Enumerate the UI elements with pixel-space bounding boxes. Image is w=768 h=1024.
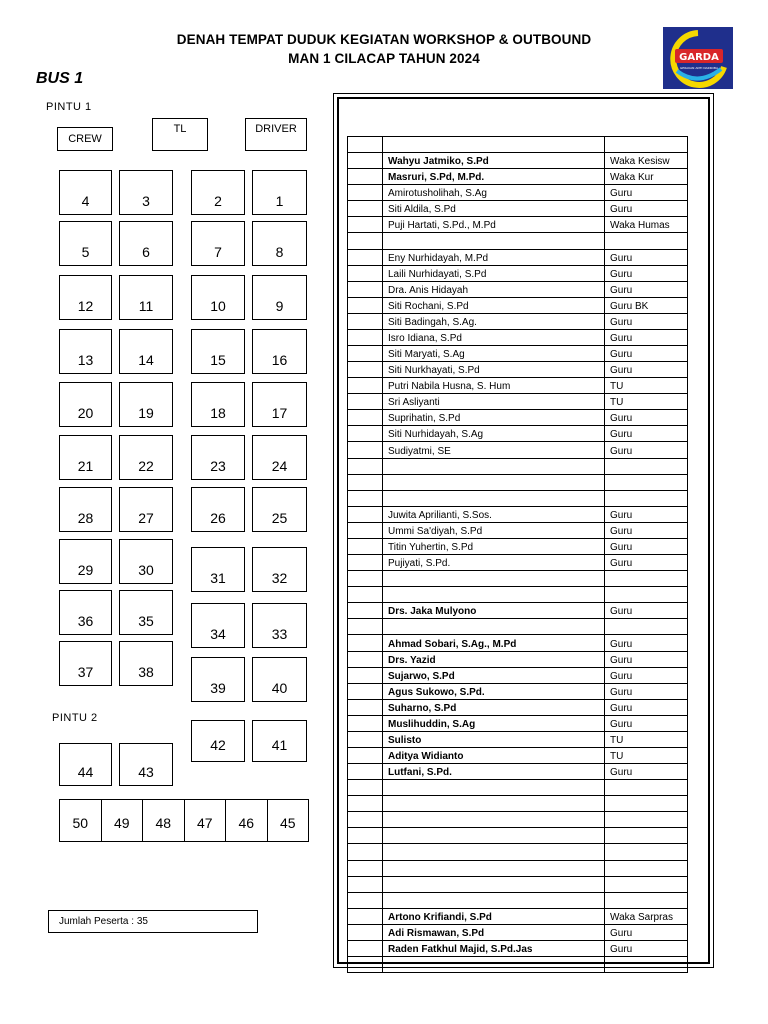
seat-number-cell	[348, 667, 383, 683]
seat-number-cell	[348, 828, 383, 844]
seat-38: 38	[119, 641, 173, 686]
participant-role: Guru	[605, 442, 688, 458]
seat-number-cell	[348, 571, 383, 587]
seat-21: 21	[59, 435, 112, 480]
table-row	[348, 731, 688, 747]
seat-number-cell	[348, 699, 383, 715]
seat-29: 29	[59, 539, 112, 584]
participant-name: Sudiyatmi, SE	[383, 442, 605, 458]
participant-name: Suharno, S.Pd	[383, 699, 605, 715]
table-row	[348, 908, 688, 924]
driver-label: DRIVER	[255, 123, 297, 135]
table-row	[348, 667, 688, 683]
table-row	[348, 555, 688, 571]
participant-name: Drs. Jaka Mulyono	[383, 603, 605, 619]
participant-role	[605, 587, 688, 603]
seat-number-cell	[348, 603, 383, 619]
participant-count: Jumlah Peserta : 35	[48, 910, 258, 933]
seat-41: 41	[252, 720, 307, 762]
table-row	[348, 940, 688, 956]
document-title-line1: DENAH TEMPAT DUDUK KEGIATAN WORKSHOP & OUTBOUND	[176, 32, 592, 47]
table-row	[348, 426, 688, 442]
participant-name: Masruri, S.Pd, M.Pd.	[383, 169, 605, 185]
seat-16: 16	[252, 329, 307, 374]
seat-number-cell	[348, 169, 383, 185]
participant-name	[383, 619, 605, 635]
seat-5: 5	[59, 221, 112, 266]
seat-7: 7	[191, 221, 245, 266]
participant-role: Guru	[605, 699, 688, 715]
seat-number-cell	[348, 715, 383, 731]
participant-name	[383, 860, 605, 876]
participant-name: Muslihuddin, S.Ag	[383, 715, 605, 731]
table-row	[348, 378, 688, 394]
table-row	[348, 587, 688, 603]
table-row	[348, 522, 688, 538]
seat-number-cell	[348, 860, 383, 876]
participant-name: Siti Rochani, S.Pd	[383, 297, 605, 313]
table-row	[348, 458, 688, 474]
participant-name	[383, 571, 605, 587]
table-row	[348, 619, 688, 635]
table-row	[348, 490, 688, 506]
crew-label: CREW	[68, 133, 102, 145]
participant-name	[383, 892, 605, 908]
participant-role: Guru	[605, 635, 688, 651]
table-row	[348, 828, 688, 844]
participant-role	[605, 860, 688, 876]
seat-35: 35	[119, 590, 173, 635]
seat-45: 45	[268, 799, 310, 842]
seat-8: 8	[252, 221, 307, 266]
seat-number-cell	[348, 394, 383, 410]
seat-number-cell	[348, 233, 383, 249]
door-2-label: PINTU 2	[52, 712, 98, 724]
seat-number-cell	[348, 265, 383, 281]
participant-role: Guru	[605, 426, 688, 442]
seat-44: 44	[59, 743, 112, 786]
door-1-label: PINTU 1	[46, 101, 92, 113]
participant-name	[383, 137, 605, 153]
seat-number-cell	[348, 876, 383, 892]
participant-role	[605, 619, 688, 635]
participant-name: Titin Yuhertin, S.Pd	[383, 538, 605, 554]
participant-name: Sulisto	[383, 731, 605, 747]
participant-name: Amirotusholihah, S.Ag	[383, 185, 605, 201]
participant-role: TU	[605, 731, 688, 747]
seat-46: 46	[226, 799, 268, 842]
seat-17: 17	[252, 382, 307, 427]
seat-number-cell	[348, 201, 383, 217]
seat-number-cell	[348, 812, 383, 828]
participant-role: Guru	[605, 555, 688, 571]
logo-text: GARDA	[679, 52, 719, 63]
bus-label: BUS 1	[36, 70, 84, 87]
participant-name: Siti Aldila, S.Pd	[383, 201, 605, 217]
table-row	[348, 217, 688, 233]
table-row	[348, 764, 688, 780]
seat-23: 23	[191, 435, 245, 480]
seat-33: 33	[252, 603, 307, 648]
participant-name: Dra. Anis Hidayah	[383, 281, 605, 297]
participant-name: Siti Nurhidayah, S.Ag	[383, 426, 605, 442]
seat-19: 19	[119, 382, 173, 427]
seat-3: 3	[119, 170, 173, 215]
participant-name	[383, 233, 605, 249]
participant-name: Wahyu Jatmiko, S.Pd	[383, 153, 605, 169]
seat-number-cell	[348, 313, 383, 329]
participant-name	[383, 812, 605, 828]
seat-43: 43	[119, 743, 173, 786]
table-row	[348, 281, 688, 297]
participant-name: Siti Nurkhayati, S.Pd	[383, 362, 605, 378]
back-row-seats	[59, 799, 309, 842]
seat-1: 1	[252, 170, 307, 215]
participant-role	[605, 844, 688, 860]
tl-label: TL	[173, 123, 187, 135]
seat-number-cell	[348, 249, 383, 265]
table-row	[348, 313, 688, 329]
participant-role: Guru BK	[605, 297, 688, 313]
participant-name	[383, 780, 605, 796]
participant-table	[347, 136, 688, 973]
table-row	[348, 651, 688, 667]
seat-28: 28	[59, 487, 112, 532]
document-title-line2: MAN 1 CILACAP TAHUN 2024	[288, 51, 480, 66]
participant-role: Guru	[605, 715, 688, 731]
seat-number-cell	[348, 426, 383, 442]
seat-40: 40	[252, 657, 307, 702]
garda-logo	[663, 27, 733, 89]
participant-role	[605, 474, 688, 490]
table-row	[348, 249, 688, 265]
participant-role: Guru	[605, 362, 688, 378]
table-row	[348, 796, 688, 812]
participant-role: Guru	[605, 683, 688, 699]
seat-15: 15	[191, 329, 245, 374]
seat-number-cell	[348, 506, 383, 522]
seat-13: 13	[59, 329, 112, 374]
participant-name: Isro Idiana, S.Pd	[383, 329, 605, 345]
participant-role	[605, 571, 688, 587]
participant-role: Guru	[605, 346, 688, 362]
seat-25: 25	[252, 487, 307, 532]
participant-role	[605, 876, 688, 892]
seat-18: 18	[191, 382, 245, 427]
table-row	[348, 860, 688, 876]
driver-box	[245, 118, 307, 151]
seat-number-cell	[348, 747, 383, 763]
participant-role: Waka Humas	[605, 217, 688, 233]
participant-name: Sri Asliyanti	[383, 394, 605, 410]
participant-role: Guru	[605, 185, 688, 201]
table-row	[348, 474, 688, 490]
table-row	[348, 715, 688, 731]
participant-role: Guru	[605, 249, 688, 265]
participant-role: Guru	[605, 603, 688, 619]
participant-name: Adi Rismawan, S.Pd	[383, 924, 605, 940]
participant-name: Ahmad Sobari, S.Ag., M.Pd	[383, 635, 605, 651]
participant-role	[605, 137, 688, 153]
participant-name: Putri Nabila Husna, S. Hum	[383, 378, 605, 394]
participant-name: Puji Hartati, S.Pd., M.Pd	[383, 217, 605, 233]
seat-number-cell	[348, 137, 383, 153]
table-row	[348, 185, 688, 201]
table-row	[348, 153, 688, 169]
seat-number-cell	[348, 185, 383, 201]
seat-number-cell	[348, 635, 383, 651]
participant-role: Guru	[605, 764, 688, 780]
seat-number-cell	[348, 281, 383, 297]
table-row	[348, 394, 688, 410]
table-row	[348, 442, 688, 458]
participant-name: Lutfani, S.Pd.	[383, 764, 605, 780]
seat-number-cell	[348, 764, 383, 780]
seat-number-cell	[348, 924, 383, 940]
participant-role	[605, 812, 688, 828]
participant-name: Drs. Yazid	[383, 651, 605, 667]
seat-47: 47	[185, 799, 227, 842]
participant-name: Sujarwo, S.Pd	[383, 667, 605, 683]
participant-role: Guru	[605, 924, 688, 940]
participant-role: Guru	[605, 281, 688, 297]
seat-26: 26	[191, 487, 245, 532]
seat-number-cell	[348, 956, 383, 972]
seat-39: 39	[191, 657, 245, 702]
table-row	[348, 876, 688, 892]
seat-50: 50	[59, 799, 102, 842]
seat-2: 2	[191, 170, 245, 215]
table-row	[348, 538, 688, 554]
seat-32: 32	[252, 547, 307, 592]
table-row	[348, 747, 688, 763]
participant-name	[383, 876, 605, 892]
seat-number-cell	[348, 844, 383, 860]
table-row	[348, 346, 688, 362]
participant-name: Siti Maryati, S.Ag	[383, 346, 605, 362]
participant-role	[605, 892, 688, 908]
participant-role: Waka Kesisw	[605, 153, 688, 169]
participant-role: Guru	[605, 329, 688, 345]
seat-number-cell	[348, 297, 383, 313]
table-row	[348, 699, 688, 715]
seat-number-cell	[348, 474, 383, 490]
table-row	[348, 362, 688, 378]
participant-role	[605, 233, 688, 249]
participant-role: Guru	[605, 201, 688, 217]
participant-name: Agus Sukowo, S.Pd.	[383, 683, 605, 699]
seat-number-cell	[348, 619, 383, 635]
participant-name: Pujiyati, S.Pd.	[383, 555, 605, 571]
participant-role	[605, 796, 688, 812]
seat-number-cell	[348, 410, 383, 426]
seat-number-cell	[348, 362, 383, 378]
seat-number-cell	[348, 378, 383, 394]
participant-role: TU	[605, 394, 688, 410]
table-row	[348, 603, 688, 619]
seat-11: 11	[119, 275, 173, 320]
seat-4: 4	[59, 170, 112, 215]
participant-role: Guru	[605, 522, 688, 538]
participant-name: Suprihatin, S.Pd	[383, 410, 605, 426]
seat-number-cell	[348, 731, 383, 747]
seat-30: 30	[119, 539, 173, 584]
participant-role: Waka Sarpras	[605, 908, 688, 924]
seat-number-cell	[348, 458, 383, 474]
participant-name: Laili Nurhidayati, S.Pd	[383, 265, 605, 281]
participant-name	[383, 796, 605, 812]
seat-48: 48	[143, 799, 185, 842]
participant-role: Guru	[605, 940, 688, 956]
table-row	[348, 635, 688, 651]
table-row	[348, 137, 688, 153]
participant-role	[605, 828, 688, 844]
seat-number-cell	[348, 587, 383, 603]
participant-role: Guru	[605, 410, 688, 426]
participant-role	[605, 458, 688, 474]
participant-name: Juwita Aprilianti, S.Sos.	[383, 506, 605, 522]
participant-name	[383, 956, 605, 972]
seat-9: 9	[252, 275, 307, 320]
table-row	[348, 956, 688, 972]
seat-22: 22	[119, 435, 173, 480]
participant-name	[383, 587, 605, 603]
table-row	[348, 780, 688, 796]
seat-number-cell	[348, 651, 383, 667]
table-row	[348, 892, 688, 908]
seat-number-cell	[348, 940, 383, 956]
crew-box	[57, 127, 113, 151]
participant-name: Artono Krifiandi, S.Pd	[383, 908, 605, 924]
seat-number-cell	[348, 490, 383, 506]
participant-role	[605, 780, 688, 796]
seat-27: 27	[119, 487, 173, 532]
participant-name	[383, 828, 605, 844]
participant-name: Aditya Widianto	[383, 747, 605, 763]
table-row	[348, 410, 688, 426]
seat-number-cell	[348, 538, 383, 554]
seat-number-cell	[348, 329, 383, 345]
table-row	[348, 265, 688, 281]
seat-36: 36	[59, 590, 112, 635]
table-row	[348, 571, 688, 587]
seat-number-cell	[348, 908, 383, 924]
seat-6: 6	[119, 221, 173, 266]
seat-number-cell	[348, 217, 383, 233]
participant-name	[383, 490, 605, 506]
seat-number-cell	[348, 346, 383, 362]
participant-name: Ummi Sa'diyah, S.Pd	[383, 522, 605, 538]
participant-name	[383, 458, 605, 474]
participant-role: Guru	[605, 506, 688, 522]
table-row	[348, 683, 688, 699]
seat-number-cell	[348, 683, 383, 699]
seat-20: 20	[59, 382, 112, 427]
participant-role: Guru	[605, 651, 688, 667]
seat-number-cell	[348, 522, 383, 538]
seat-34: 34	[191, 603, 245, 648]
table-row	[348, 169, 688, 185]
participant-role: Guru	[605, 538, 688, 554]
table-row	[348, 924, 688, 940]
seat-number-cell	[348, 555, 383, 571]
participant-name	[383, 844, 605, 860]
table-row	[348, 233, 688, 249]
participant-name: Eny Nurhidayah, M.Pd	[383, 249, 605, 265]
participant-role: Waka Kur	[605, 169, 688, 185]
table-row	[348, 812, 688, 828]
seat-12: 12	[59, 275, 112, 320]
seat-number-cell	[348, 153, 383, 169]
participant-name: Raden Fatkhul Majid, S.Pd.Jas	[383, 940, 605, 956]
seat-number-cell	[348, 796, 383, 812]
table-row	[348, 329, 688, 345]
table-row	[348, 844, 688, 860]
participant-role	[605, 490, 688, 506]
seat-number-cell	[348, 442, 383, 458]
seat-24: 24	[252, 435, 307, 480]
participant-name	[383, 474, 605, 490]
seat-31: 31	[191, 547, 245, 592]
participant-role	[605, 956, 688, 972]
tl-box	[152, 118, 208, 151]
seat-number-cell	[348, 892, 383, 908]
table-row	[348, 201, 688, 217]
participant-role: TU	[605, 747, 688, 763]
seat-number-cell	[348, 780, 383, 796]
participant-role: Guru	[605, 265, 688, 281]
seat-49: 49	[102, 799, 144, 842]
seat-14: 14	[119, 329, 173, 374]
participant-role: TU	[605, 378, 688, 394]
seat-10: 10	[191, 275, 245, 320]
table-row	[348, 297, 688, 313]
participant-role: Guru	[605, 667, 688, 683]
seat-42: 42	[191, 720, 245, 762]
participant-name: Siti Badingah, S.Ag.	[383, 313, 605, 329]
logo-subtext: GERAKAN ANTI NARKOBA	[679, 66, 719, 70]
participant-role: Guru	[605, 313, 688, 329]
seat-37: 37	[59, 641, 112, 686]
table-row	[348, 506, 688, 522]
